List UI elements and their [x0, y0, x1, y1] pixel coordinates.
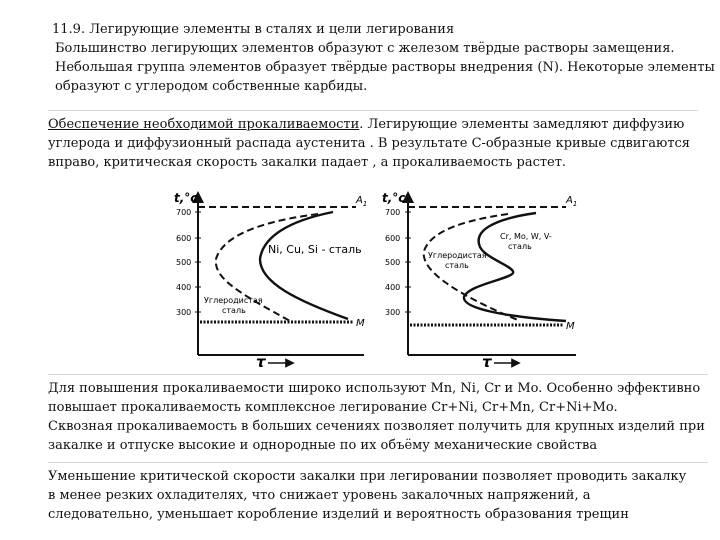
- hardenability-line-1: [48, 115, 698, 134]
- right-carbon-label-2: сталь: [445, 261, 469, 270]
- hardenability-title: Обеспечение необходимой прокаливаемости: [48, 117, 360, 132]
- paragraph3-line: повышает прокаливаемость комплексное легирование Cr+Ni, Cr+Mn, Cr+Ni+Mo.: [48, 400, 618, 415]
- right-alloy-label-1: Cr, Mo, W, V-: [500, 232, 552, 241]
- paragraph-hardenability-elements: [48, 374, 708, 455]
- intro-line: Большинство легирующих элементов образуют с железом твёрдые растворы замещения.: [55, 41, 675, 56]
- right-a1-label: $A_1$: [566, 195, 578, 208]
- hardenability-line-2: углерода и диффузионный распада аустенита . В результате С-образные кривые сдвигаются: [48, 136, 691, 151]
- right-y-axis-label: t,°c: [382, 191, 406, 205]
- right-carbon-label-1: Углеродистая: [428, 251, 487, 260]
- left-alloy-curve: [260, 212, 348, 319]
- paragraph3-line: закалке и отпуске высокие и однородные по их объёму механические свойства: [48, 438, 598, 453]
- right-tick-300: 300: [385, 308, 401, 317]
- left-time-label: τ: [256, 353, 266, 371]
- c-curve-diagram: [168, 187, 588, 377]
- paragraph3-line: Сквозная прокаливаемость в больших сечениях позволяет получить для крупных изделий при: [48, 419, 705, 434]
- right-tick-600: 600: [385, 234, 401, 243]
- left-tick-700: 700: [176, 208, 192, 217]
- left-tick-300: 300: [176, 308, 192, 317]
- left-carbon-label-1: Углеродистая: [204, 296, 263, 305]
- left-carbon-label-2: сталь: [222, 306, 246, 315]
- intro-line: Небольшая группа элементов образует твёрдые растворы внедрения (N). Некоторые элементы: [55, 60, 715, 75]
- hardenability-paragraph: [48, 110, 698, 172]
- right-time-label: τ: [482, 353, 492, 371]
- left-a1-label: $A_1$: [356, 195, 368, 208]
- left-tick-400: 400: [176, 283, 192, 292]
- left-tick-600: 600: [176, 234, 192, 243]
- intro-block: [52, 20, 715, 96]
- section-heading: 11.9. Легирующие элементы в сталях и цели легирования: [52, 22, 455, 37]
- paragraph3-line: Для повышения прокаливаемости широко используют Mn, Ni, Cr и Mo. Особенно эффективно: [48, 381, 701, 396]
- left-m-label: M: [356, 318, 365, 329]
- hardenability-line-1-rest: . Легирующие элементы замедляют диффузию: [359, 117, 685, 132]
- right-tick-700: 700: [385, 208, 401, 217]
- left-panel: [174, 191, 367, 371]
- right-panel: [382, 191, 577, 371]
- left-tick-500: 500: [176, 258, 192, 267]
- left-y-axis-label: t,°c: [174, 191, 198, 205]
- right-alloy-curve: [464, 213, 566, 321]
- hardenability-line-3: вправо, критическая скорость закалки падает , а прокаливаемость растет.: [48, 155, 567, 170]
- paragraph-critical-speed: [48, 462, 708, 524]
- right-tick-400: 400: [385, 283, 401, 292]
- paragraph4-line: в менее резких охладителях, что снижает уровень закалочных напряжений, а: [48, 488, 591, 503]
- right-alloy-label-2: сталь: [508, 242, 532, 251]
- right-tick-500: 500: [385, 258, 401, 267]
- left-alloy-label: Ni, Cu, Si - сталь: [268, 243, 362, 256]
- intro-line: образуют с углеродом собственные карбиды.: [55, 79, 368, 94]
- paragraph4-line: Уменьшение критической скорости закалки при легировании позволяет проводить закалку: [48, 469, 687, 484]
- paragraph4-line: следовательно, уменьшает коробление изделий и вероятность образования трещин: [48, 507, 629, 522]
- right-m-label: M: [566, 321, 575, 332]
